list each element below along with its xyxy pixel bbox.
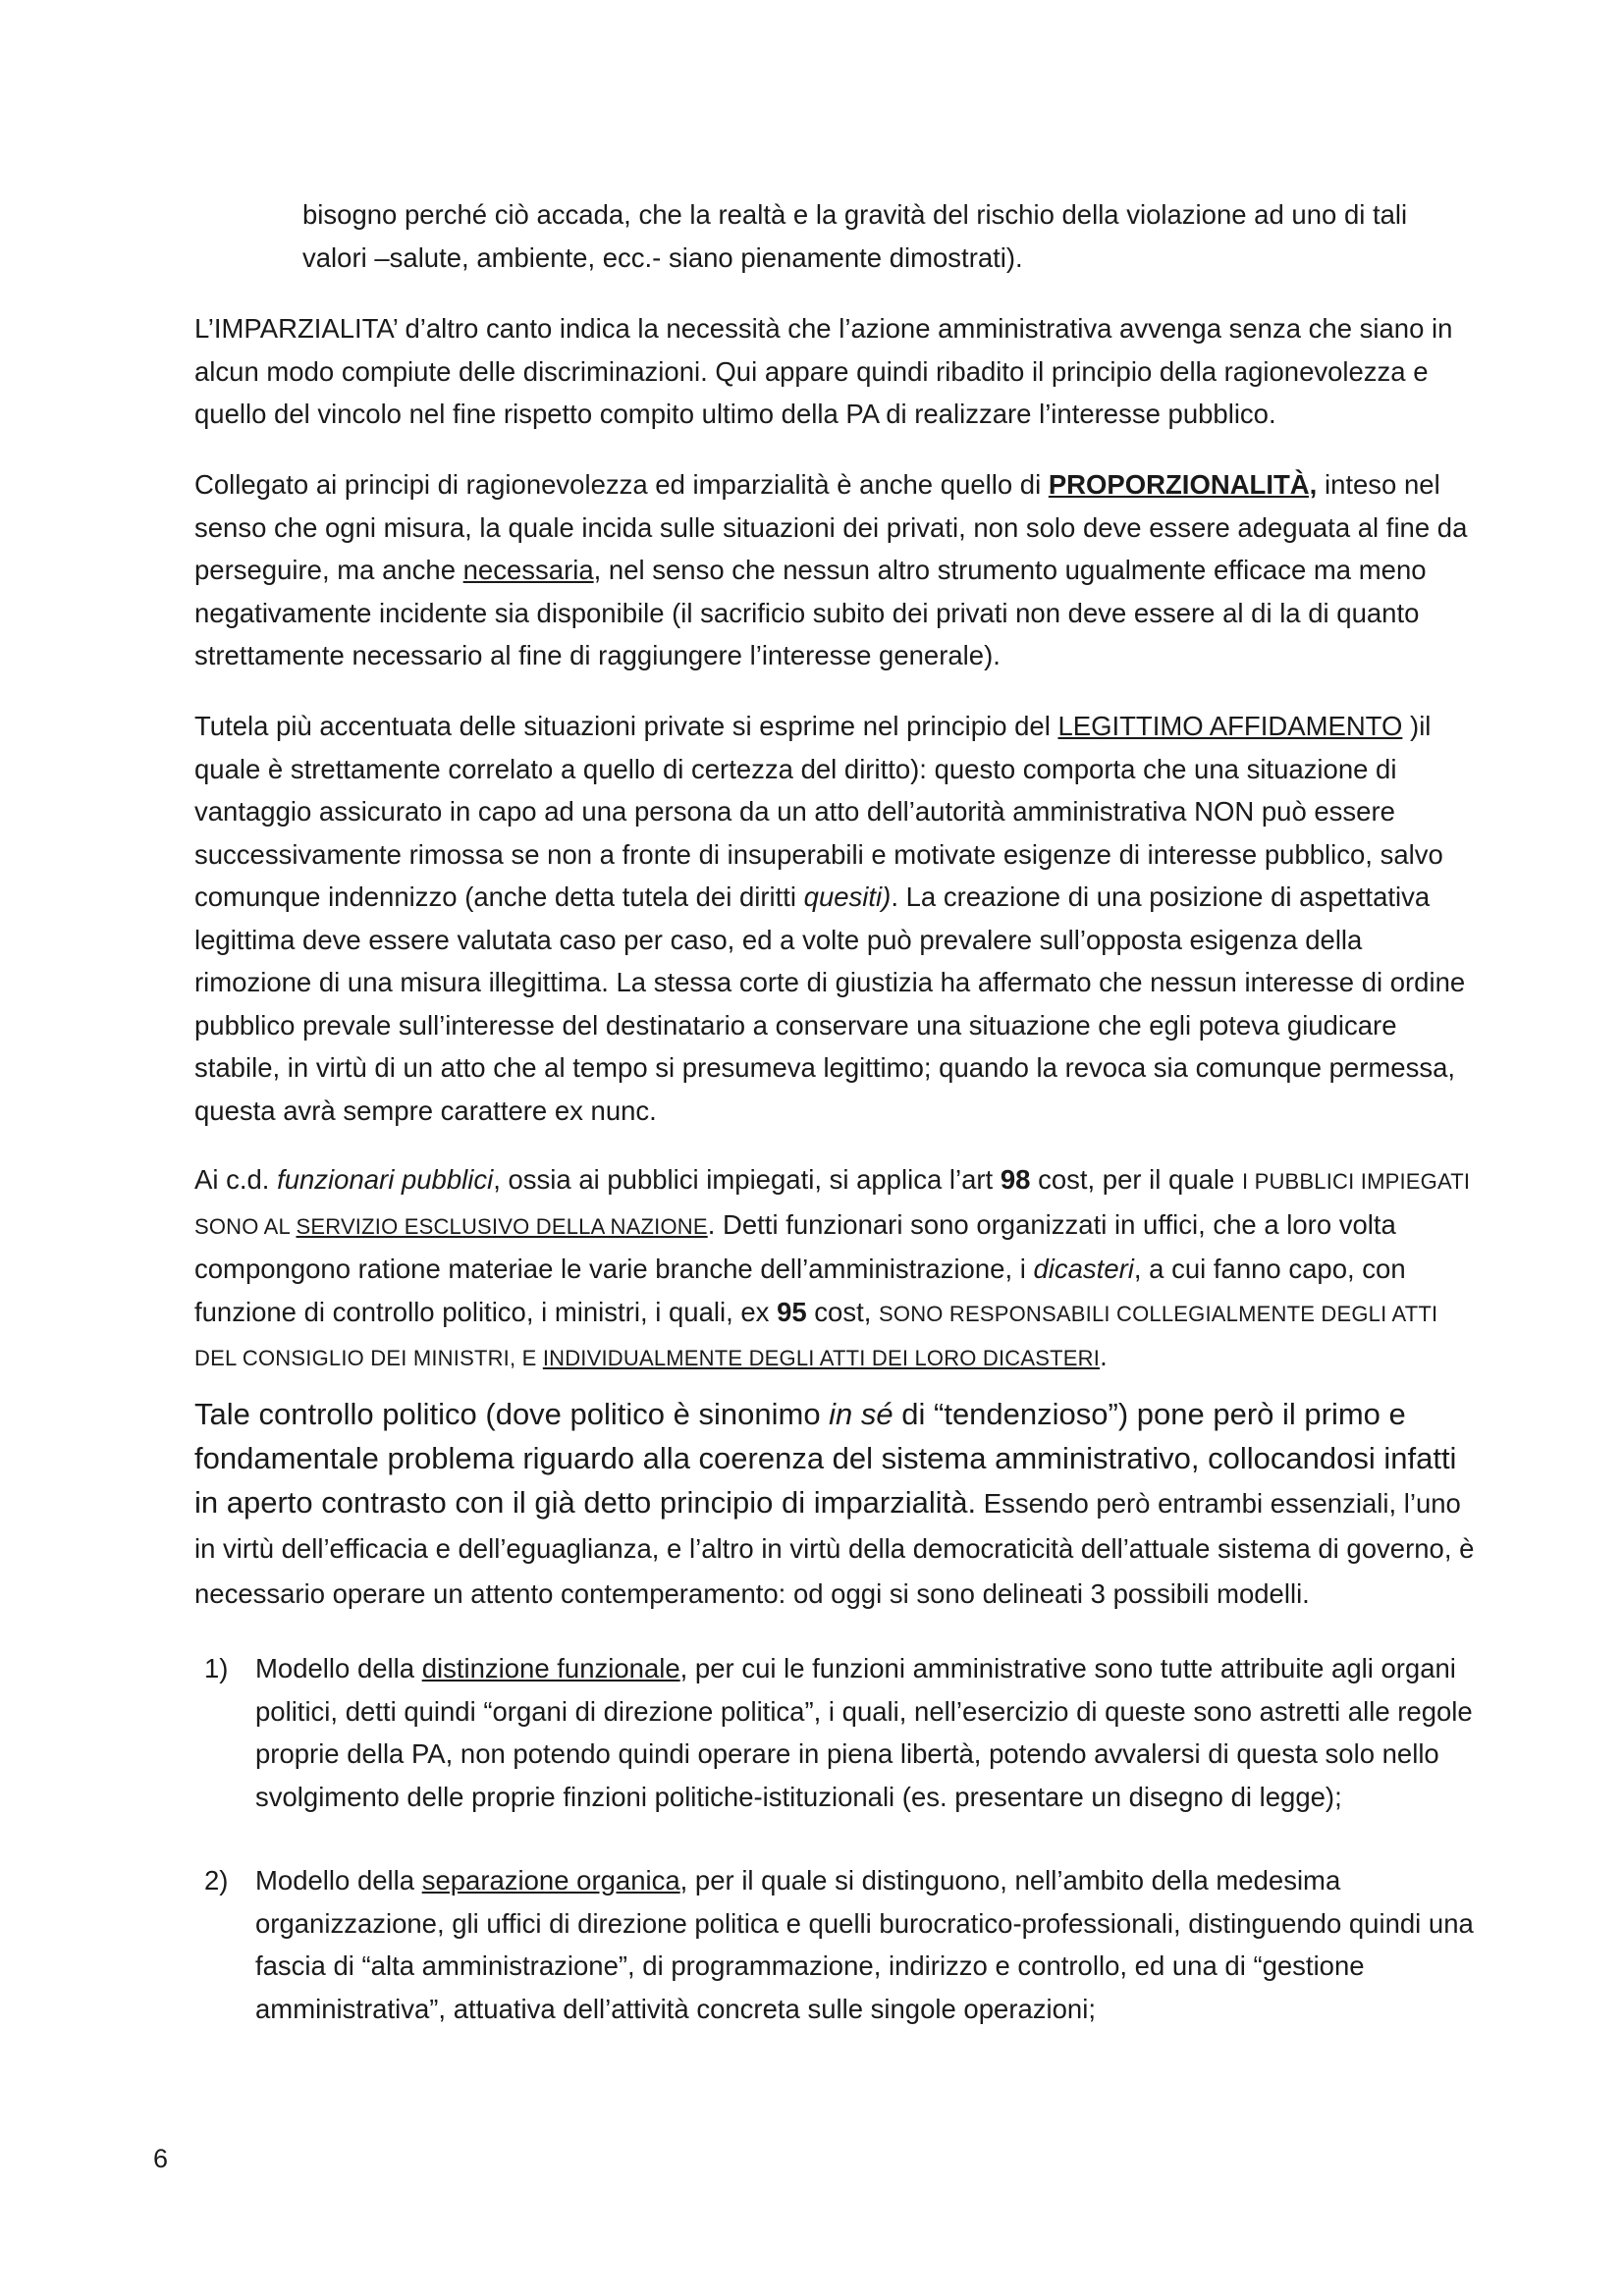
list-number: 1): [204, 1653, 229, 1683]
list-item: [194, 1647, 1481, 1818]
text-run: .: [1100, 1341, 1108, 1371]
term-funzionari-pubblici: funzionari pubblici: [277, 1164, 494, 1195]
text-run: . La creazione di una posizione di aspettativa legittima deve essere valutata caso per caso, ed a volte può prevalere sull’opposta esigenza della rimozione di una misura illegittima. La stessa corte di giustizia ha affermato che nessun interesse di ordine pubblico prevale sull’interesse del destinatario a conservare una situazione che egli poteva giudicare stabile, in virtù di un atto che al tempo si presumeva legittimo; quando la revoca sia comunque permessa, questa avrà sempre carattere ex nunc.: [194, 881, 1466, 1126]
term-quesiti: quesiti): [803, 881, 892, 912]
text-run: Essendo però entrambi essenziali, l’uno in virtù dell’efficacia e dell’eguaglianza, e l’altro in virtù della democraticità dell’attuale sistema di governo, è necessario operare un attento contemperamento: od oggi si sono delineati 3 possibili modelli.: [194, 1488, 1475, 1609]
term-legittimo-affidamento: LEGITTIMO AFFIDAMENTO: [1057, 711, 1403, 741]
term-in-se: in sé: [829, 1397, 893, 1431]
term-dicasteri: dicasteri: [1033, 1254, 1134, 1284]
text-run: Collegato ai principi di ragionevolezza ed imparzialità è anche quello di: [194, 469, 1049, 500]
text-run: . Detti funzionari sono organizzati in uffici, che a loro volta compongono ratione materiae le varie branche dell’amministrazione, i: [194, 1208, 1396, 1284]
text-run: Tale controllo politico (dove politico è sinonimo: [194, 1397, 830, 1431]
smallcaps-run: SONO RESPONSABILI COLLEGIALMENTE DEGLI ATTI DEL CONSIGLIO DEI MINISTRI, E: [194, 1301, 1438, 1370]
paragraph-continuation: bisogno perché ciò accada, che la realtà e la gravità del rischio della violazione ad uno di tali valori –salute, ambiente, ecc.- siano pienamente dimostrati).: [302, 199, 1408, 273]
paragraph-funzionari-pubblici: [194, 1158, 1481, 1380]
text-run: cost, per il quale: [1030, 1164, 1242, 1195]
text-run: , per cui le funzioni amministrative sono tutte attribuite agli organi politici, detti quindi “organi di direzione politica”, i quali, nell’esercizio di queste sono astretti alle regole proprie della PA, non potendo quindi operare in piena libertà, potendo avvalersi di questa solo nello svolgimento delle proprie finzioni politiche-istituzionali (es. presentare un disegno di legge);: [255, 1653, 1473, 1812]
term-proporzionalita: PROPORZIONALITÀ,: [1048, 469, 1318, 500]
text-run: inteso nel senso che ogni misura, la quale incida sulle situazioni dei privati, non solo deve essere adeguata al fine da perseguire, ma anche: [194, 469, 1468, 585]
text-run: , a cui fanno capo, con funzione di controllo politico, i ministri, i quali, ex: [194, 1254, 1406, 1327]
smallcaps-run: I PUBBLICI IMPIEGATI SONO AL: [194, 1169, 1471, 1239]
list-item-text: [255, 1859, 1481, 2030]
text-run: cost,: [806, 1296, 880, 1327]
term-separazione-organica: separazione organica: [421, 1865, 680, 1896]
text-run: Modello della: [255, 1653, 422, 1683]
term-servizio-esclusivo: SERVIZIO ESCLUSIVO DELLA NAZIONE: [296, 1213, 708, 1239]
term-individualmente: INDIVIDUALMENTE DEGLI ATTI DEI LORO DICASTERI: [542, 1346, 1101, 1370]
page-number: 6: [153, 2144, 169, 2173]
text-run: Tutela più accentuata delle situazioni private si esprime nel principio del: [194, 711, 1058, 741]
text-run: , ossia ai pubblici impiegati, si applica l’art: [493, 1164, 1001, 1195]
paragraph-legittimo-affidamento: [194, 705, 1481, 1132]
paragraph-proporzionalita: [194, 463, 1481, 677]
text-run: , per il quale si distinguono, nell’ambito della medesima organizzazione, gli uffici di direzione politica e quelli burocratico-professionali, distinguendo quindi una fascia di “alta amministrazione”, di programmazione, indirizzo e controllo, ed una di “gestione amministrativa”, attuativa dell’attività concreta sulle singole operazioni;: [255, 1865, 1474, 2024]
text-run: Ai c.d.: [194, 1164, 278, 1195]
term-distinzione-funzionale: distinzione funzionale: [421, 1653, 680, 1683]
paragraph-imparzialita: L’IMPARZIALITA’ d’altro canto indica la necessità che l’azione amministrativa avvenga senza che siano in alcun modo compiute delle discriminazioni. Qui appare quindi ribadito il principio della ragionevolezza e quello del vincolo nel fine rispetto compito ultimo della PA di realizzare l’interesse pubblico.: [194, 313, 1453, 429]
paragraph-controllo-politico: [194, 1392, 1481, 1616]
term-necessaria: necessaria: [462, 555, 594, 585]
article-number: 98: [1000, 1164, 1031, 1195]
article-number: 95: [777, 1296, 807, 1327]
list-item-text: [255, 1647, 1481, 1818]
list-number: 2): [204, 1865, 229, 1896]
text-run: , nel senso che nessun altro strumento ugualmente efficace ma meno negativamente incidente sia disponibile (il sacrificio subito dei privati non deve essere al di la di quanto strettamente necessario al fine di raggiungere l’interesse generale).: [194, 555, 1427, 670]
text-run: )il quale è strettamente correlato a quello di certezza del diritto): questo comporta che una situazione di vantaggio assicurato in capo ad una persona da un atto dell’autorità amministrativa NON può essere successivamente rimossa se non a fronte di insuperabili e motivate esigenze di interesse pubblico, salvo comunque indennizzo (anche detta tutela dei diritti: [194, 711, 1443, 912]
text-run: di “tendenzioso”) pone però il primo e fondamentale problema riguardo alla coerenza del sistema amministrativo, collocandosi infatti in aperto contrasto con il già detto principio di imparzialità.: [194, 1397, 1457, 1520]
text-run: Modello della: [255, 1865, 422, 1896]
list-item: [194, 1859, 1481, 2030]
